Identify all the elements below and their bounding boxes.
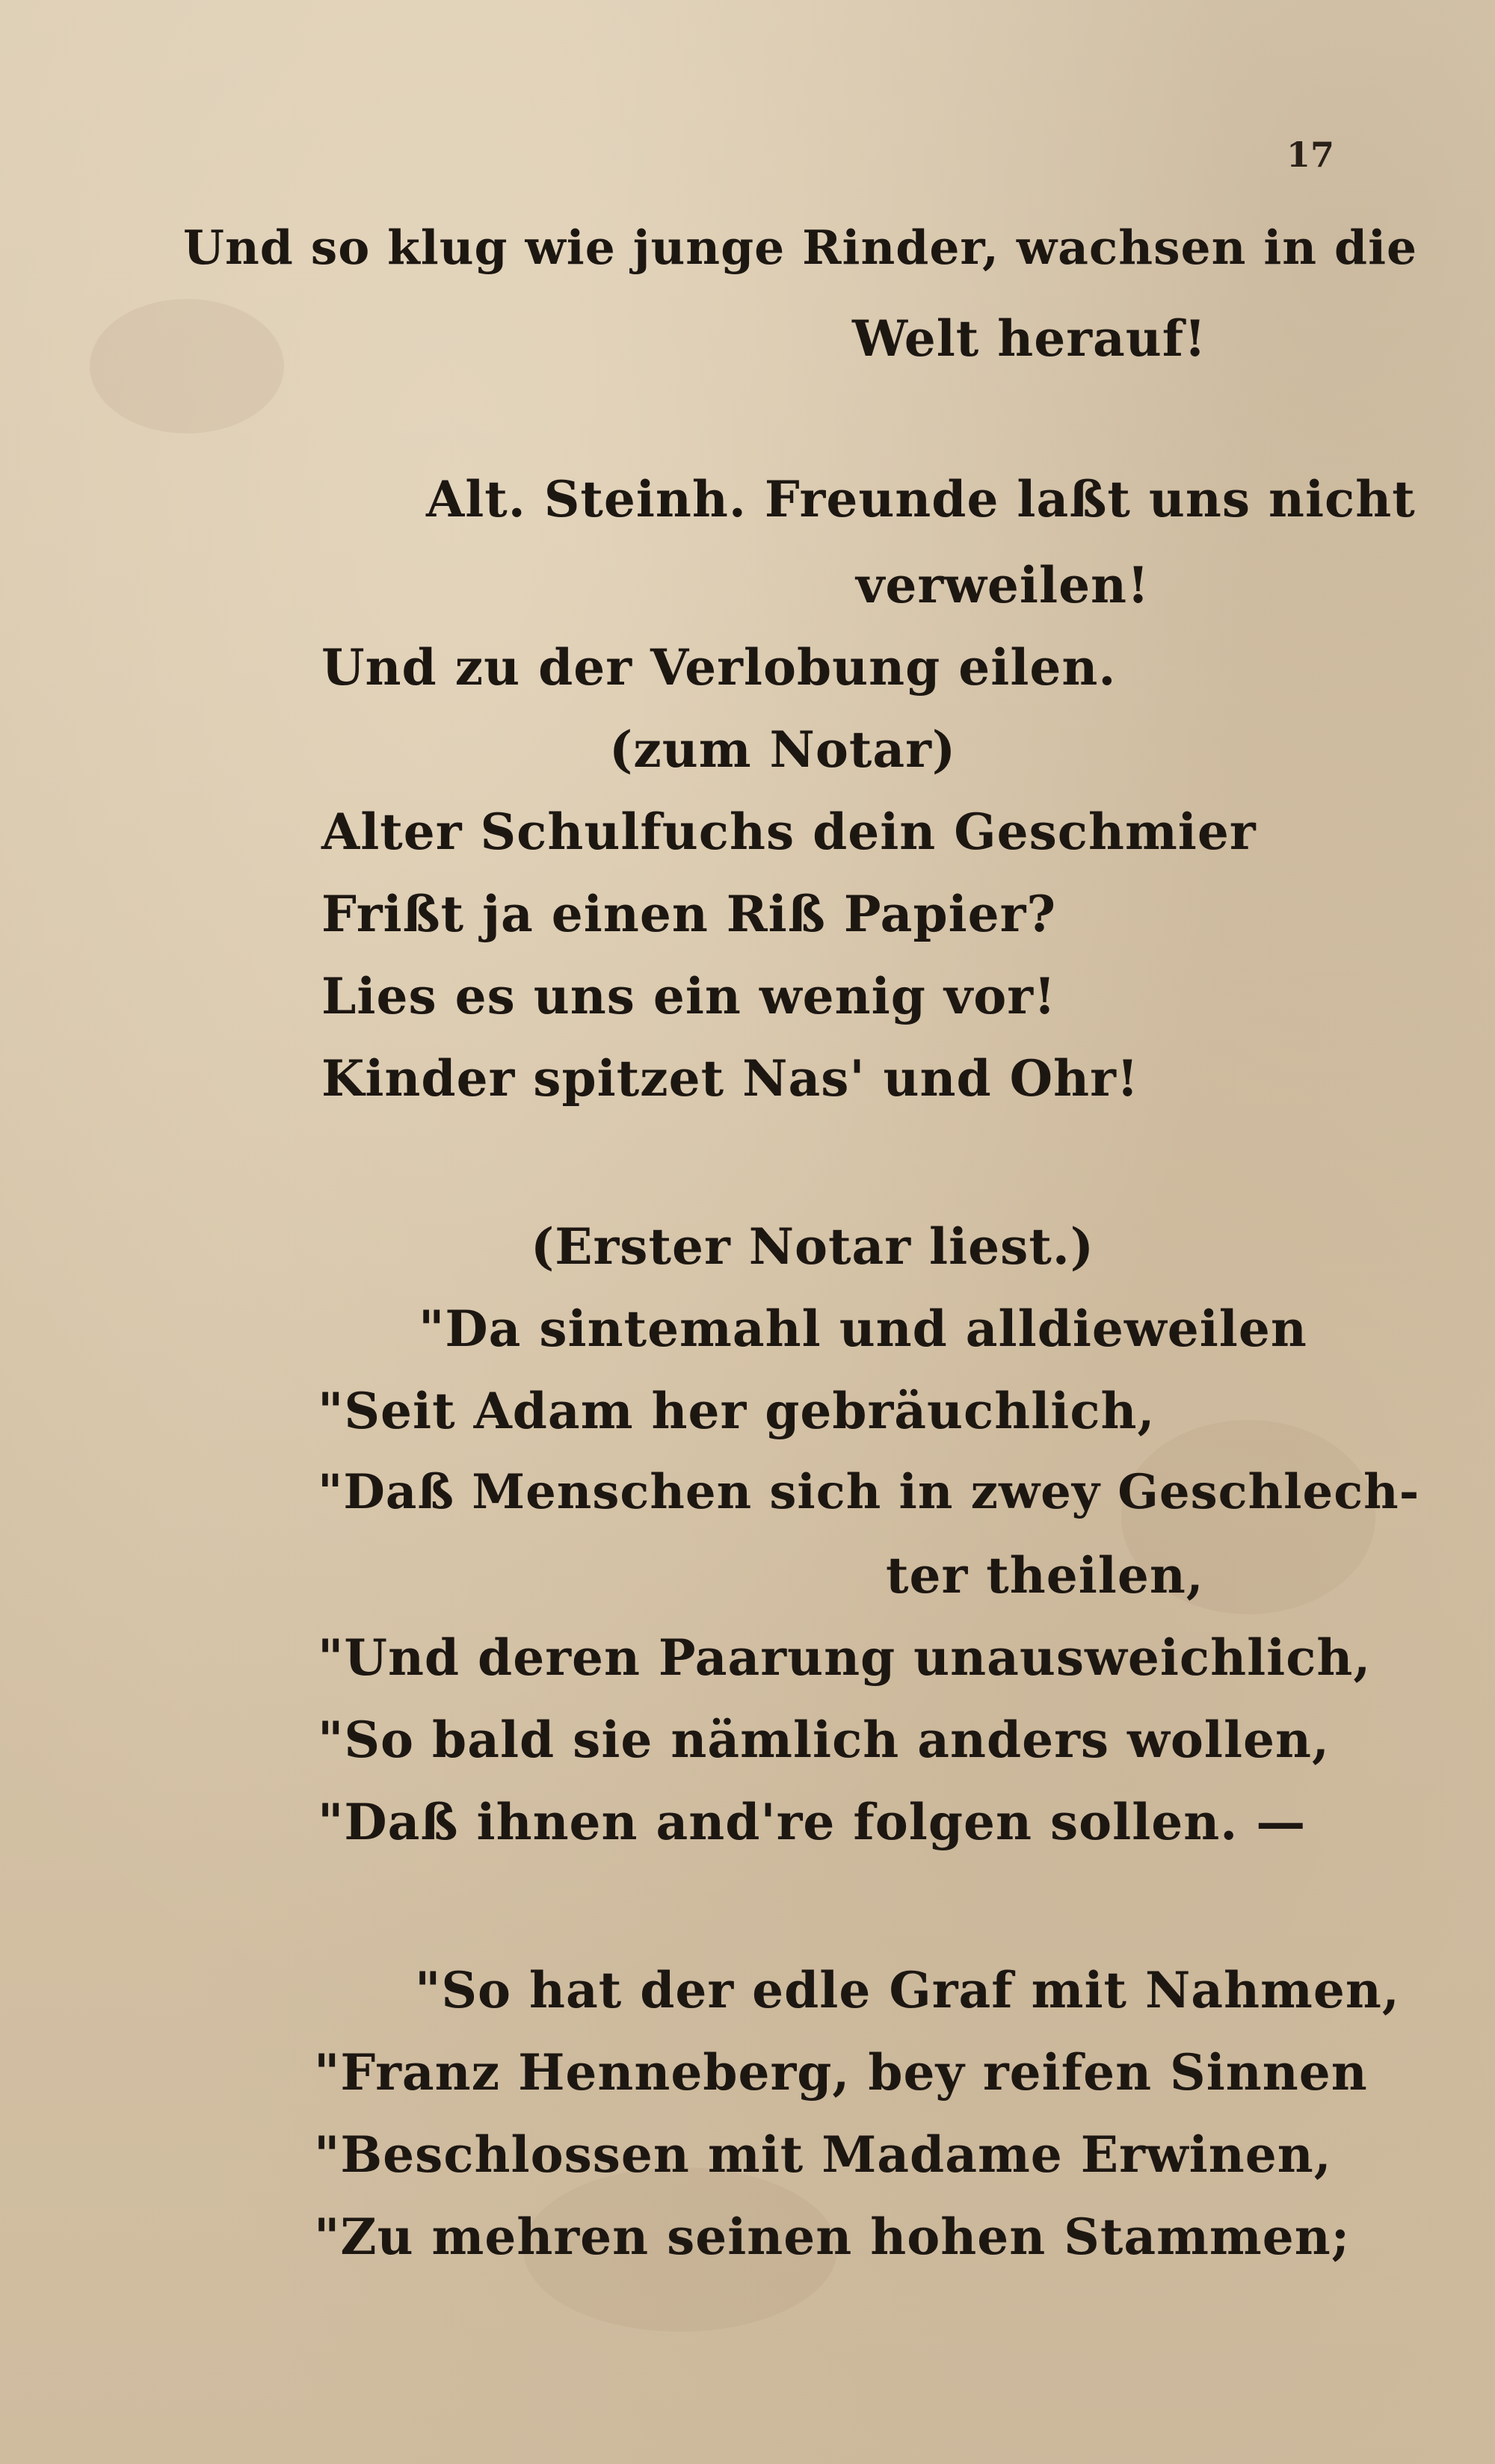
- verse-line-2: Welt herauf!: [852, 309, 1207, 368]
- verse-line-11: "Daß Menschen sich in zwey Geschlech-: [318, 1464, 1420, 1520]
- speaker-line: Alt. Steinh. Freunde laßt uns nicht: [426, 470, 1416, 528]
- verse-line-10: "Seit Adam her gebräuchlich,: [318, 1382, 1156, 1440]
- stage-direction: (zum Notar): [609, 720, 957, 779]
- verse-line-3: verweilen!: [856, 556, 1150, 614]
- verse-line-14: "So bald sie nämlich anders wollen,: [318, 1711, 1330, 1769]
- verse-line-1: Und so klug wie junge Rinder, wachsen in die: [183, 220, 1418, 275]
- verse-line-6: Frißt ja einen Riß Papier?: [321, 885, 1057, 943]
- paper-stain: [90, 299, 284, 433]
- stage-direction-notary: (Erster Notar liest.): [531, 1217, 1095, 1276]
- page-number: 17: [1286, 135, 1334, 175]
- verse-line-16: "So hat der edle Graf mit Nahmen,: [415, 1961, 1400, 2019]
- verse-line-7: Lies es uns ein wenig vor!: [321, 967, 1056, 1025]
- verse-line-9: "Da sintemahl und alldieweilen: [419, 1300, 1307, 1358]
- verse-line-13: "Und deren Paarung unausweichlich,: [318, 1628, 1372, 1687]
- verse-line-12: ter theilen,: [886, 1546, 1204, 1605]
- verse-line-15: "Daß ihnen and're folgen sollen. —: [318, 1793, 1307, 1851]
- verse-line-19: "Zu mehren seinen hohen Stammen;: [314, 2208, 1351, 2266]
- verse-line-8: Kinder spitzet Nas' und Ohr!: [321, 1049, 1139, 1108]
- verse-line-17: "Franz Henneberg, bey reifen Sinnen: [314, 2043, 1368, 2102]
- verse-line-5: Alter Schulfuchs dein Geschmier: [321, 803, 1257, 861]
- verse-line-18: "Beschlossen mit Madame Erwinen,: [314, 2125, 1332, 2184]
- verse-line-4: Und zu der Verlobung eilen.: [321, 638, 1117, 697]
